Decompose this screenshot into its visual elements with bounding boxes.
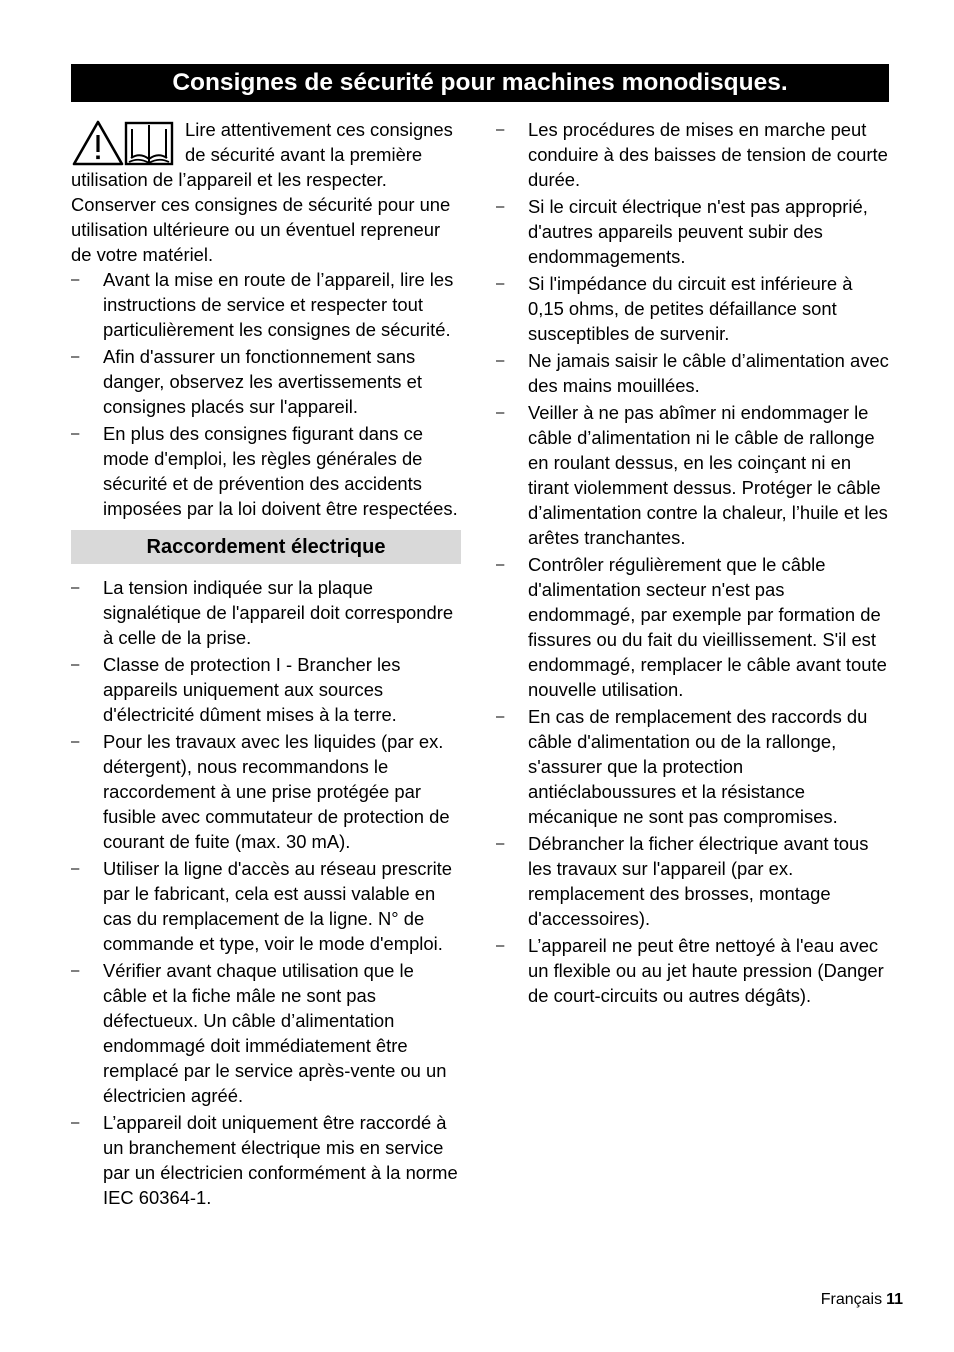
warning-triangle-icon bbox=[74, 122, 122, 164]
section-heading: Raccordement électrique bbox=[71, 530, 461, 564]
bullet-dash: – bbox=[71, 271, 80, 288]
bullet-dash: – bbox=[71, 579, 80, 596]
page-footer bbox=[821, 1290, 903, 1310]
bullet-dash: – bbox=[71, 425, 80, 442]
electrical-list-left bbox=[71, 575, 461, 1210]
intro-text: Lire attentivement ces consignes de sécurité avant la première utilisation de l’appareil et les respecter. Conserver ces consignes de sécurité pour une utilisation ultérieure ou un éventuel repreneur de votre matériel. bbox=[71, 119, 453, 265]
list-item: – Utiliser la ligne d'accès au réseau prescrite par le fabricant, cela est aussi valable en cas du remplacement de la ligne. N° de commande et type, voir le mode d'emploi. bbox=[71, 858, 453, 954]
bullet-dash: – bbox=[496, 556, 505, 573]
list-item: – Classe de protection I - Brancher les appareils uniquement aux sources d'électricité dûment mises à la terre. bbox=[71, 654, 401, 725]
bullet-dash: – bbox=[496, 275, 505, 292]
page-number: 11 bbox=[886, 1291, 903, 1308]
list-item: – L’appareil doit uniquement être raccordé à un branchement électrique mis en service par un électricien conformément à la norme IEC 60364-1. bbox=[71, 1112, 458, 1208]
list-item: – Contrôler régulièrement que le câble d'alimentation secteur n'est pas endommagé, par exemple par formation de fissures ou du fait du vieillissement. S'il est endommagé, remplacer le câble avant toute nouvelle utilisation. bbox=[496, 554, 887, 700]
list-item: – Ne jamais saisir le câble d’alimentation avec des mains mouillées. bbox=[496, 350, 889, 396]
bullet-dash: – bbox=[496, 352, 505, 369]
list-item: – L’appareil ne peut être nettoyé à l'eau avec un flexible ou au jet haute pression (Danger de court-circuits ou autres dégâts). bbox=[496, 935, 884, 1006]
bullet-dash: – bbox=[496, 121, 505, 138]
list-item: – En plus des consignes figurant dans ce mode d'emploi, les règles générales de sécurité et de prévention des accidents imposées par la loi doivent être respectées. bbox=[71, 423, 458, 519]
list-item: – Les procédures de mises en marche peut conduire à des baisses de tension de courte durée. bbox=[496, 119, 888, 190]
footer-language: Français bbox=[820, 1291, 883, 1308]
bullet-dash: – bbox=[496, 835, 505, 852]
list-item: – Vérifier avant chaque utilisation que le câble et la fiche mâle ne sont pas défectueux. Un câble d’alimentation endommagé doit immédiatement être remplacé par le service après-vente ou un électricien agréé. bbox=[71, 960, 447, 1106]
list-item: – Veiller à ne pas abîmer ni endommager le câble d’alimentation ni le câble de rallonge en roulant dessus, en les coinçant ni en tirant violemment dessus. Protéger le câble d’alimentation contre la chaleur, l’huile et les arêtes tranchantes. bbox=[496, 402, 888, 548]
page-title: Consignes de sécurité pour machines monodisques. bbox=[71, 64, 889, 102]
bullet-dash: – bbox=[71, 733, 80, 750]
general-safety-list bbox=[71, 267, 461, 521]
bullet-dash: – bbox=[71, 962, 80, 979]
intro-icons bbox=[71, 119, 179, 167]
open-manual-icon bbox=[126, 123, 172, 164]
electrical-list-right bbox=[496, 117, 889, 1008]
list-item: – En cas de remplacement des raccords du câble d'alimentation ou de la rallonge, s'assurer que la protection antiéclaboussures et la résistance mécanique ne sont pas compromises. bbox=[496, 706, 868, 827]
bullet-dash: – bbox=[71, 656, 80, 673]
bullet-dash: – bbox=[496, 404, 505, 421]
bullet-dash: – bbox=[71, 1114, 80, 1131]
list-item: – Afin d'assurer un fonctionnement sans danger, observez les avertissements et consignes placés sur l'appareil. bbox=[71, 346, 422, 417]
bullet-dash: – bbox=[496, 198, 505, 215]
list-item: – Si le circuit électrique n'est pas approprié, d'autres appareils peuvent subir des endommagements. bbox=[496, 196, 868, 267]
list-item: – Débrancher la ficher électrique avant tous les travaux sur l'appareil (par ex. remplacement des brosses, montage d'accessoires). bbox=[496, 833, 869, 929]
bullet-dash: – bbox=[71, 348, 80, 365]
right-column bbox=[496, 117, 889, 1010]
list-item: – Si l'impédance du circuit est inférieure à 0,15 ohms, de petites défaillance sont susceptibles de survenir. bbox=[496, 273, 853, 344]
intro-paragraph bbox=[71, 117, 461, 267]
list-item: – Avant la mise en route de l’appareil, lire les instructions de service et respecter tout particulièrement les consignes de sécurité. bbox=[71, 269, 454, 340]
bullet-dash: – bbox=[71, 860, 80, 877]
bullet-dash: – bbox=[496, 937, 505, 954]
list-item: – Pour les travaux avec les liquides (par ex. détergent), nous recommandons le raccordement à une prise protégée par fusible avec commutateur de protection de courant de fuite (max. 30 mA). bbox=[71, 731, 450, 852]
bullet-dash: – bbox=[496, 708, 505, 725]
left-column bbox=[71, 117, 461, 1212]
list-item: – La tension indiquée sur la plaque signalétique de l'appareil doit correspondre à celle de la prise. bbox=[71, 577, 454, 648]
